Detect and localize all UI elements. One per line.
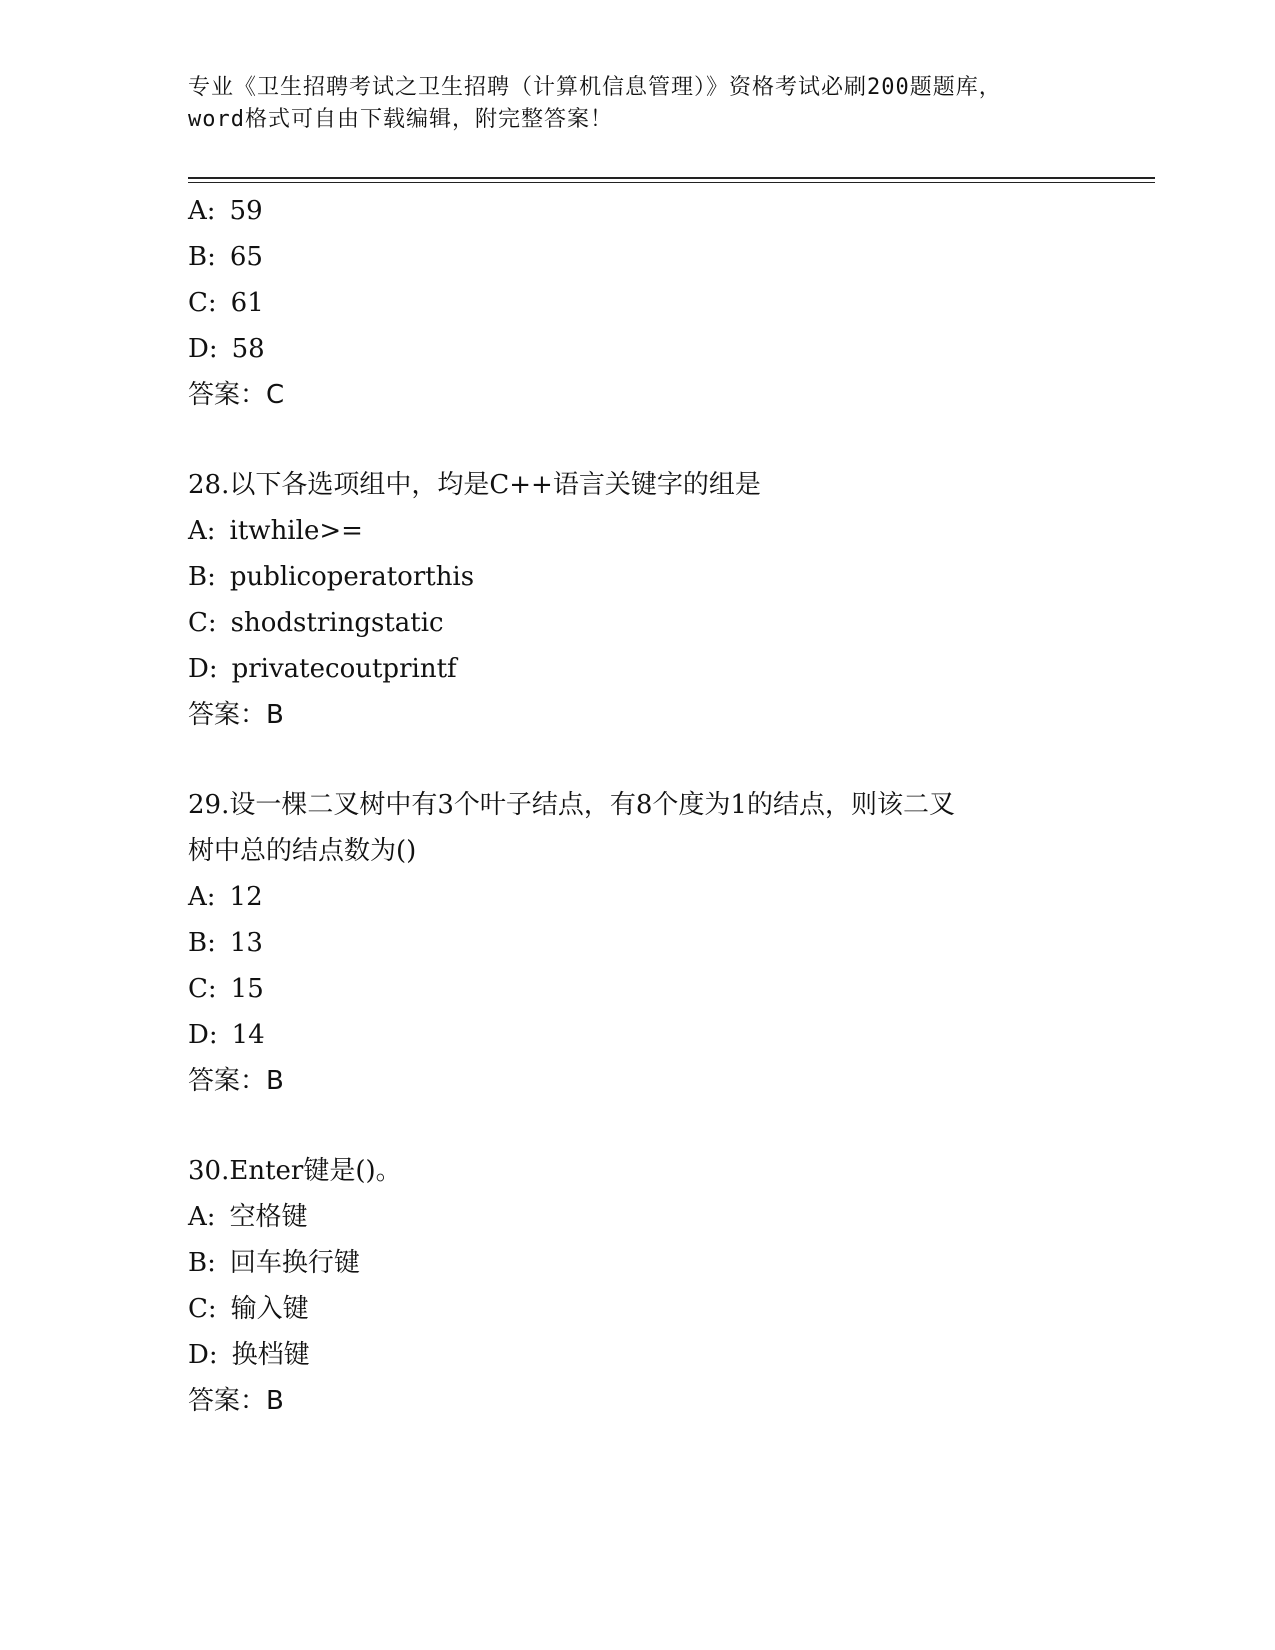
question-27 (188, 188, 1088, 418)
header-divider-thick (188, 177, 1155, 179)
option-d: D: 换档键 (188, 1340, 310, 1370)
option-d: D: 58 (188, 334, 265, 364)
spacer (188, 418, 1088, 462)
option-b: B: 回车换行键 (188, 1248, 360, 1278)
question-text: 30.Enter键是()。 (188, 1156, 402, 1186)
answer: 答案：B (188, 1386, 284, 1416)
question-text: 28.以下各选项组中，均是C++语言关键字的组是 (188, 470, 761, 500)
option-b: B: publicoperatorthis (188, 562, 475, 592)
question-29 (188, 782, 1088, 1104)
header-title-line-1: 专业《卫生招聘考试之卫生招聘（计算机信息管理）》资格考试必刷200题题库， (188, 75, 1002, 100)
spacer (188, 1104, 1088, 1148)
spacer (188, 738, 1088, 782)
question-text-line-2: 树中总的结点数为() (188, 836, 417, 866)
answer: 答案：B (188, 1066, 284, 1096)
option-a: A: 12 (188, 882, 263, 912)
option-d: D: 14 (188, 1020, 265, 1050)
option-a: A: 空格键 (188, 1202, 308, 1232)
question-list (188, 188, 1088, 1424)
option-c: C: shodstringstatic (188, 608, 444, 638)
answer: 答案：C (188, 380, 285, 410)
option-a: A: 59 (188, 196, 263, 226)
answer: 答案：B (188, 700, 284, 730)
option-c: C: 61 (188, 288, 264, 318)
header-title-line-2: word格式可自由下载编辑，附完整答案！ (188, 107, 613, 132)
option-a: A: itwhile>= (188, 516, 363, 546)
option-b: B: 13 (188, 928, 263, 958)
header-divider-thin (188, 182, 1155, 183)
question-text-line-1: 29.设一棵二叉树中有3个叶子结点，有8个度为1的结点，则该二叉 (188, 790, 955, 820)
option-b: B: 65 (188, 242, 263, 272)
document-header (188, 72, 1088, 136)
question-28 (188, 462, 1088, 738)
option-d: D: privatecoutprintf (188, 654, 457, 684)
question-30 (188, 1148, 1088, 1424)
option-c: C: 输入键 (188, 1294, 309, 1324)
option-c: C: 15 (188, 974, 264, 1004)
